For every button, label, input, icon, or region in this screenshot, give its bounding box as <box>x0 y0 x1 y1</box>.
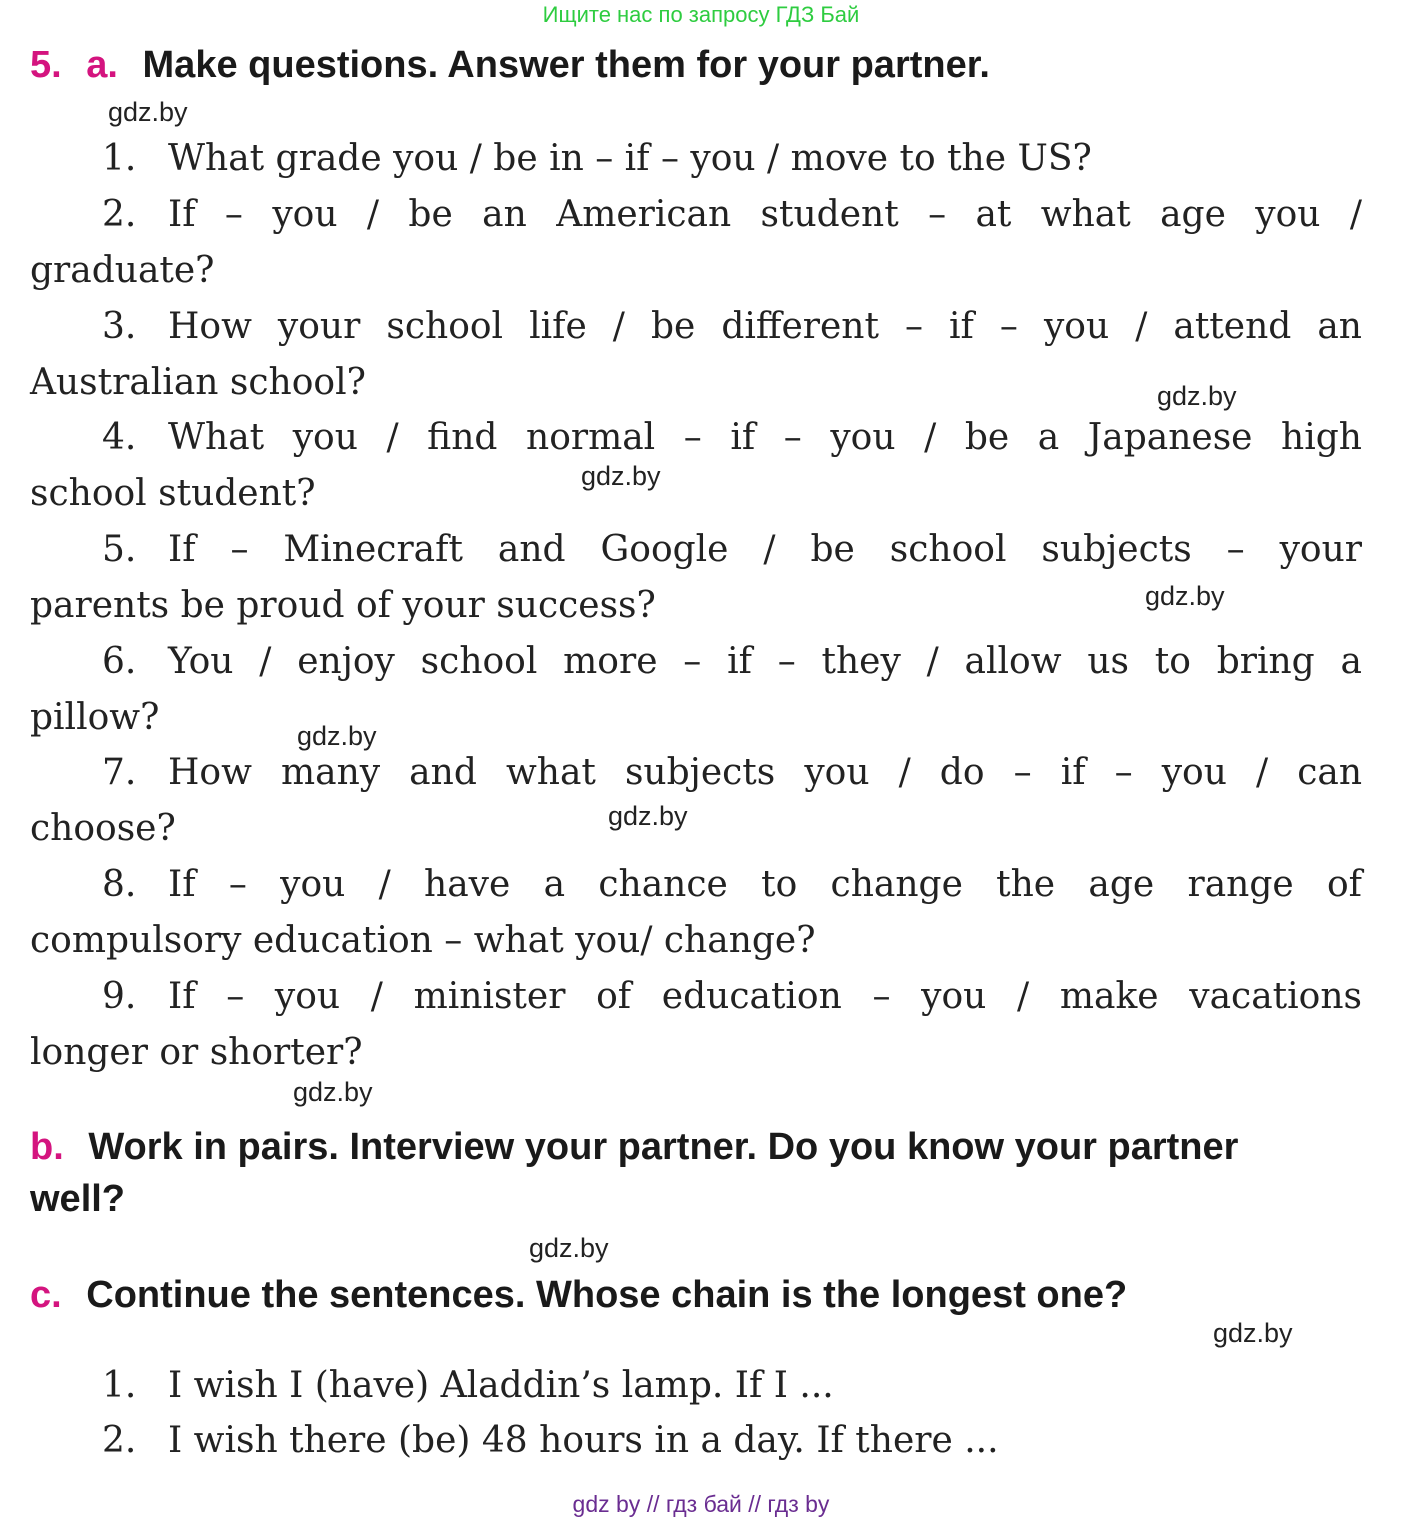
item-line-continued: longer or shorter? <box>30 1032 363 1073</box>
item-number: 7. <box>102 752 137 793</box>
item-text: If – Minecraft and Google / be school subjects – your <box>168 529 1362 570</box>
part-a-instruction: Make questions. Answer them for your partner. <box>142 44 990 86</box>
part-c-heading <box>30 1274 1127 1317</box>
item-line <box>30 634 1362 690</box>
item-number: 8. <box>102 864 137 905</box>
part-b-heading <box>30 1126 1238 1169</box>
item-number: 4. <box>102 417 137 458</box>
watermark: gdz.by <box>529 1233 609 1263</box>
part-b-instruction: Work in pairs. Interview your partner. Do you know your partner <box>88 1126 1239 1168</box>
item-text: I wish I (have) Aladdin’s lamp. If I ... <box>168 1365 834 1406</box>
item-line <box>30 857 1362 913</box>
item-line <box>30 1358 1362 1414</box>
part-a-letter: a. <box>86 44 118 86</box>
watermark: gdz.by <box>1157 381 1237 411</box>
item-text: What grade you / be in – if – you / move to the US? <box>168 138 1092 179</box>
item-line <box>30 1413 1362 1469</box>
item-line-continued: parents be proud of your success? <box>30 585 656 626</box>
item-line-continued: choose? <box>30 808 176 849</box>
item-number: 6. <box>102 641 137 682</box>
item-number: 3. <box>102 306 137 347</box>
watermark: gdz.by <box>1145 581 1225 611</box>
item-line <box>30 299 1362 355</box>
item-line-continued: pillow? <box>30 697 160 738</box>
item-number: 5. <box>102 529 137 570</box>
part-b-instruction-continued: well? <box>30 1178 126 1220</box>
item-text: I wish there (be) 48 hours in a day. If there ... <box>168 1420 999 1461</box>
item-number: 9. <box>102 976 137 1017</box>
part-c-letter: c. <box>30 1274 62 1316</box>
item-line <box>30 745 1362 801</box>
item-text: If – you / have a chance to change the age range of <box>168 864 1362 905</box>
watermark: gdz.by <box>608 801 688 831</box>
item-text: If – you / be an American student – at what age you / <box>168 194 1362 235</box>
item-number: 1. <box>102 138 137 179</box>
watermark: gdz.by <box>297 721 377 751</box>
item-line <box>30 969 1362 1025</box>
watermark: gdz.by <box>581 461 661 491</box>
item-text: You / enjoy school more – if – they / allow us to bring a <box>168 641 1362 682</box>
watermark: gdz.by <box>293 1077 373 1107</box>
part-a-heading <box>30 44 990 87</box>
item-text: How many and what subjects you / do – if – you / can <box>168 752 1362 793</box>
item-line <box>30 410 1362 466</box>
item-line-continued: graduate? <box>30 250 215 291</box>
item-line-continued: school student? <box>30 473 316 514</box>
item-line-continued: Australian school? <box>30 362 366 403</box>
item-number: 1. <box>102 1365 137 1406</box>
item-line-continued: compulsory education – what you/ change? <box>30 920 816 961</box>
item-line <box>30 522 1362 578</box>
item-line <box>30 187 1362 243</box>
item-number: 2. <box>102 1420 137 1461</box>
footer-links[interactable]: gdz by // гдз бай // гдз by <box>572 1491 830 1517</box>
item-text: What you / find normal – if – you / be a Japanese high <box>168 417 1362 458</box>
watermark: gdz.by <box>108 97 188 127</box>
part-c-instruction: Continue the sentences. Whose chain is the longest one? <box>86 1274 1128 1316</box>
watermark: gdz.by <box>1213 1318 1293 1348</box>
exercise-number: 5. <box>30 44 62 86</box>
part-b-letter: b. <box>30 1126 64 1168</box>
item-text: How your school life / be different – if – you / attend an <box>168 306 1362 347</box>
item-line <box>30 131 1362 187</box>
item-text: If – you / minister of education – you / make vacations <box>168 976 1362 1017</box>
header-search-link[interactable]: Ищите нас по запросу ГДЗ Бай <box>542 2 860 27</box>
item-number: 2. <box>102 194 137 235</box>
